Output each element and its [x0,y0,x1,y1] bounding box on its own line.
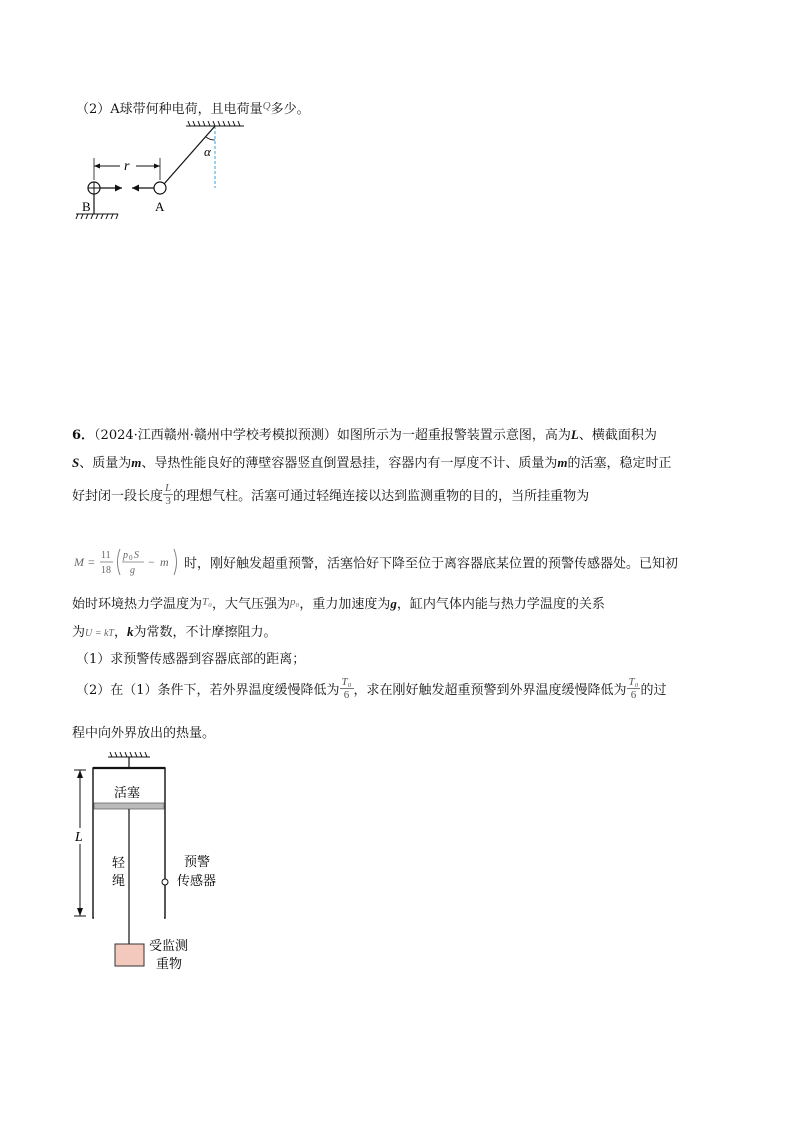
arrow-head-icon [132,185,139,192]
prev-q2-text-a: （2）A球带何种电荷，且电荷量 [76,102,263,117]
label-weight-1: 受监测 [149,938,189,953]
formula-M-graphic [72,545,184,579]
var-S: S [72,455,80,470]
q6-text: 如图所示为一超重报警装置示意图，高为 [336,428,571,443]
label-piston: 活塞 [114,785,141,800]
q6-line-6 [72,621,277,640]
svg-text:0: 0 [129,554,133,562]
label-b: B [82,199,91,214]
svg-text:M: M [74,555,84,569]
label-r: r [124,159,130,174]
piston [94,803,164,809]
frac-L-over-3: $\frac{L}{3}$ [165,482,172,507]
label-sensor-1: 预警 [184,854,211,869]
q6-text: 的理想气柱。活塞可通过轻绳连接以达到监测重物的目的，当所挂重物为 [173,489,590,504]
label-weight-2: 重物 [156,956,183,971]
q6-text: ，重力加速度为 [299,597,391,612]
ceiling-support [186,121,244,126]
angle-arc [206,137,215,140]
sub1-text: （1）求预警传感器到容器底部的距离； [76,652,306,667]
label-sensor-2: 传感器 [177,873,217,888]
sensor [162,879,168,885]
q6-text: ，缸内气体内能与热力学温度的关系 [396,597,605,612]
svg-text:g: g [130,565,135,576]
prev-question-2 [76,98,310,117]
q6-text: 为 [72,625,86,640]
subquestion-1 [76,648,305,667]
var-T0: T₀ [202,596,212,608]
prev-q2-text-b: 多少。 [270,102,310,117]
q6-text: 、导热性能良好的薄壁容器竖直倒置悬挂，容器内有一厚度不计、质量为 [141,456,558,471]
q6-text: 为常数，不计摩擦阻力。 [133,625,277,640]
subquestion-2-line-1 [76,676,666,701]
var-L: L [570,427,579,442]
var-g: g [390,596,397,611]
sub2-text: 的过 [640,683,667,698]
ground-hatch [76,214,118,219]
sphere-a [154,182,166,194]
label-rope-1: 轻 [112,855,126,870]
figure-alarm-device [70,748,240,978]
formula-U: U = kT [85,628,114,639]
sub2-text: 程中向外界放出的热量。 [72,726,216,741]
q6-text: 好封闭一段长度 [72,489,164,504]
question-number: 6． [72,428,95,443]
var-k: k [127,624,134,639]
q6-text: 、质量为 [79,456,132,471]
svg-text:=: = [88,555,95,569]
figure-charged-spheres [70,118,250,226]
q6-line-2 [72,452,672,471]
label-L: L [75,830,83,845]
svg-text:p: p [123,550,128,561]
q6-line-1 [72,424,657,443]
ceiling-support [108,752,150,757]
sub2-text: ，求在刚好触发超重预警到外界温度缓慢降低为 [353,683,627,698]
arrow-head-icon [115,185,122,192]
var-m: m [131,455,142,470]
weight [115,944,144,966]
sub2-text: （2）在（1）条件下，若外界温度缓慢降低为 [76,683,340,698]
svg-text:−: − [148,555,155,569]
svg-text:18: 18 [101,565,111,576]
q6-text: 始时环境热力学温度为 [72,597,203,612]
label-a: A [155,199,165,214]
q6-text: ， [114,625,128,640]
q6-line-5 [72,593,605,612]
frac-T0-over-6-b: $\frac{\text{T₀}}{6}$ [628,676,639,701]
q6-text: 的活塞，稳定时正 [567,456,672,471]
subquestion-2-line-2 [72,722,215,741]
svg-text:S: S [134,550,139,561]
var-p0: p₀ [289,596,300,608]
q6-text: 时，刚好触发超重预警，活塞恰好下降至位于离容器底某位置的预警传感器处。已知初 [184,556,679,572]
var-q: Q [262,100,271,112]
label-rope-2: 绳 [112,873,126,888]
formula-M [72,545,678,579]
q6-text: 、横截面积为 [578,428,657,443]
question-source: （2024·江西赣州·赣州中学校考模拟预测） [94,428,337,443]
q6-line-3 [72,482,589,507]
frac-T0-over-6: $\frac{\text{T₀}}{6}$ [341,676,352,701]
q6-text: ，大气压强为 [211,597,290,612]
label-alpha: α [204,144,211,159]
svg-text:m: m [160,555,169,569]
svg-text:11: 11 [101,550,111,561]
var-m: m [557,455,568,470]
